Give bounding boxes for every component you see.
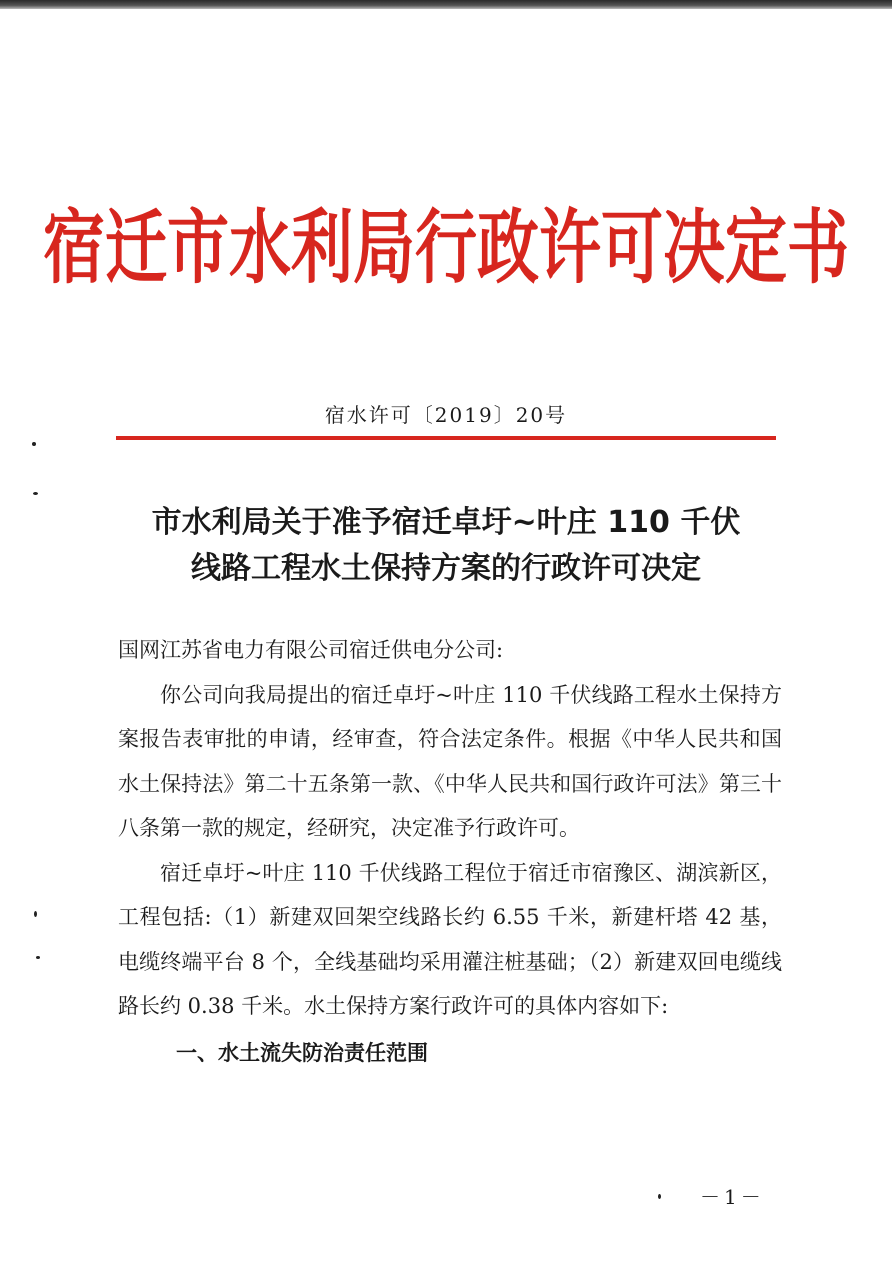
page-number: －1－ [700,1185,765,1209]
decision-title [0,500,892,592]
organization-title: 宿迁市水利局行政许可决定书 [42,200,849,296]
decision-title-line-2: 线路工程水土保持方案的行政许可决定 [191,551,701,586]
red-divider-line [116,436,776,440]
scan-speck [34,911,37,917]
recipient-line: 国网江苏省电力有限公司宿迁供电分公司: [118,638,504,662]
scan-speck [36,956,40,959]
scan-top-edge [0,0,892,9]
document-number: 宿水许可〔2019〕20号 [324,403,568,427]
body-paragraph-1: 你公司向我局提出的宿迁卓圩~叶庄 110 千伏线路工程水土保持方案报告表审批的申请，经审查，符合法定条件。根据《中华人民共和国水土保持法》第二十五条第一款、《中华人民共和国行政许可法》第三十八条第一款的规定，经研究，决定准予行政许可。 [118,682,782,840]
scan-speck [658,1194,661,1199]
section-heading-1: 一、水土流失防治责任范围 [176,1040,428,1065]
scan-speck [33,492,38,495]
body-paragraph-2: 宿迁卓圩~叶庄 110 千伏线路工程位于宿迁市宿豫区、湖滨新区，工程包括:（1）新建双回架空线路长约 6.55 千米，新建杆塔 42 基，电缆终端平台 8 个，全线基础均采用灌注桩基础；（2）新建双回电缆线路长约 0.38 千米。水土保持方案行政许可的具体内容如下: [118,860,782,1018]
scan-speck [32,442,36,446]
document-body [118,628,782,1075]
decision-title-line-1: 市水利局关于准予宿迁卓圩~叶庄 110 千伏 [151,505,741,540]
